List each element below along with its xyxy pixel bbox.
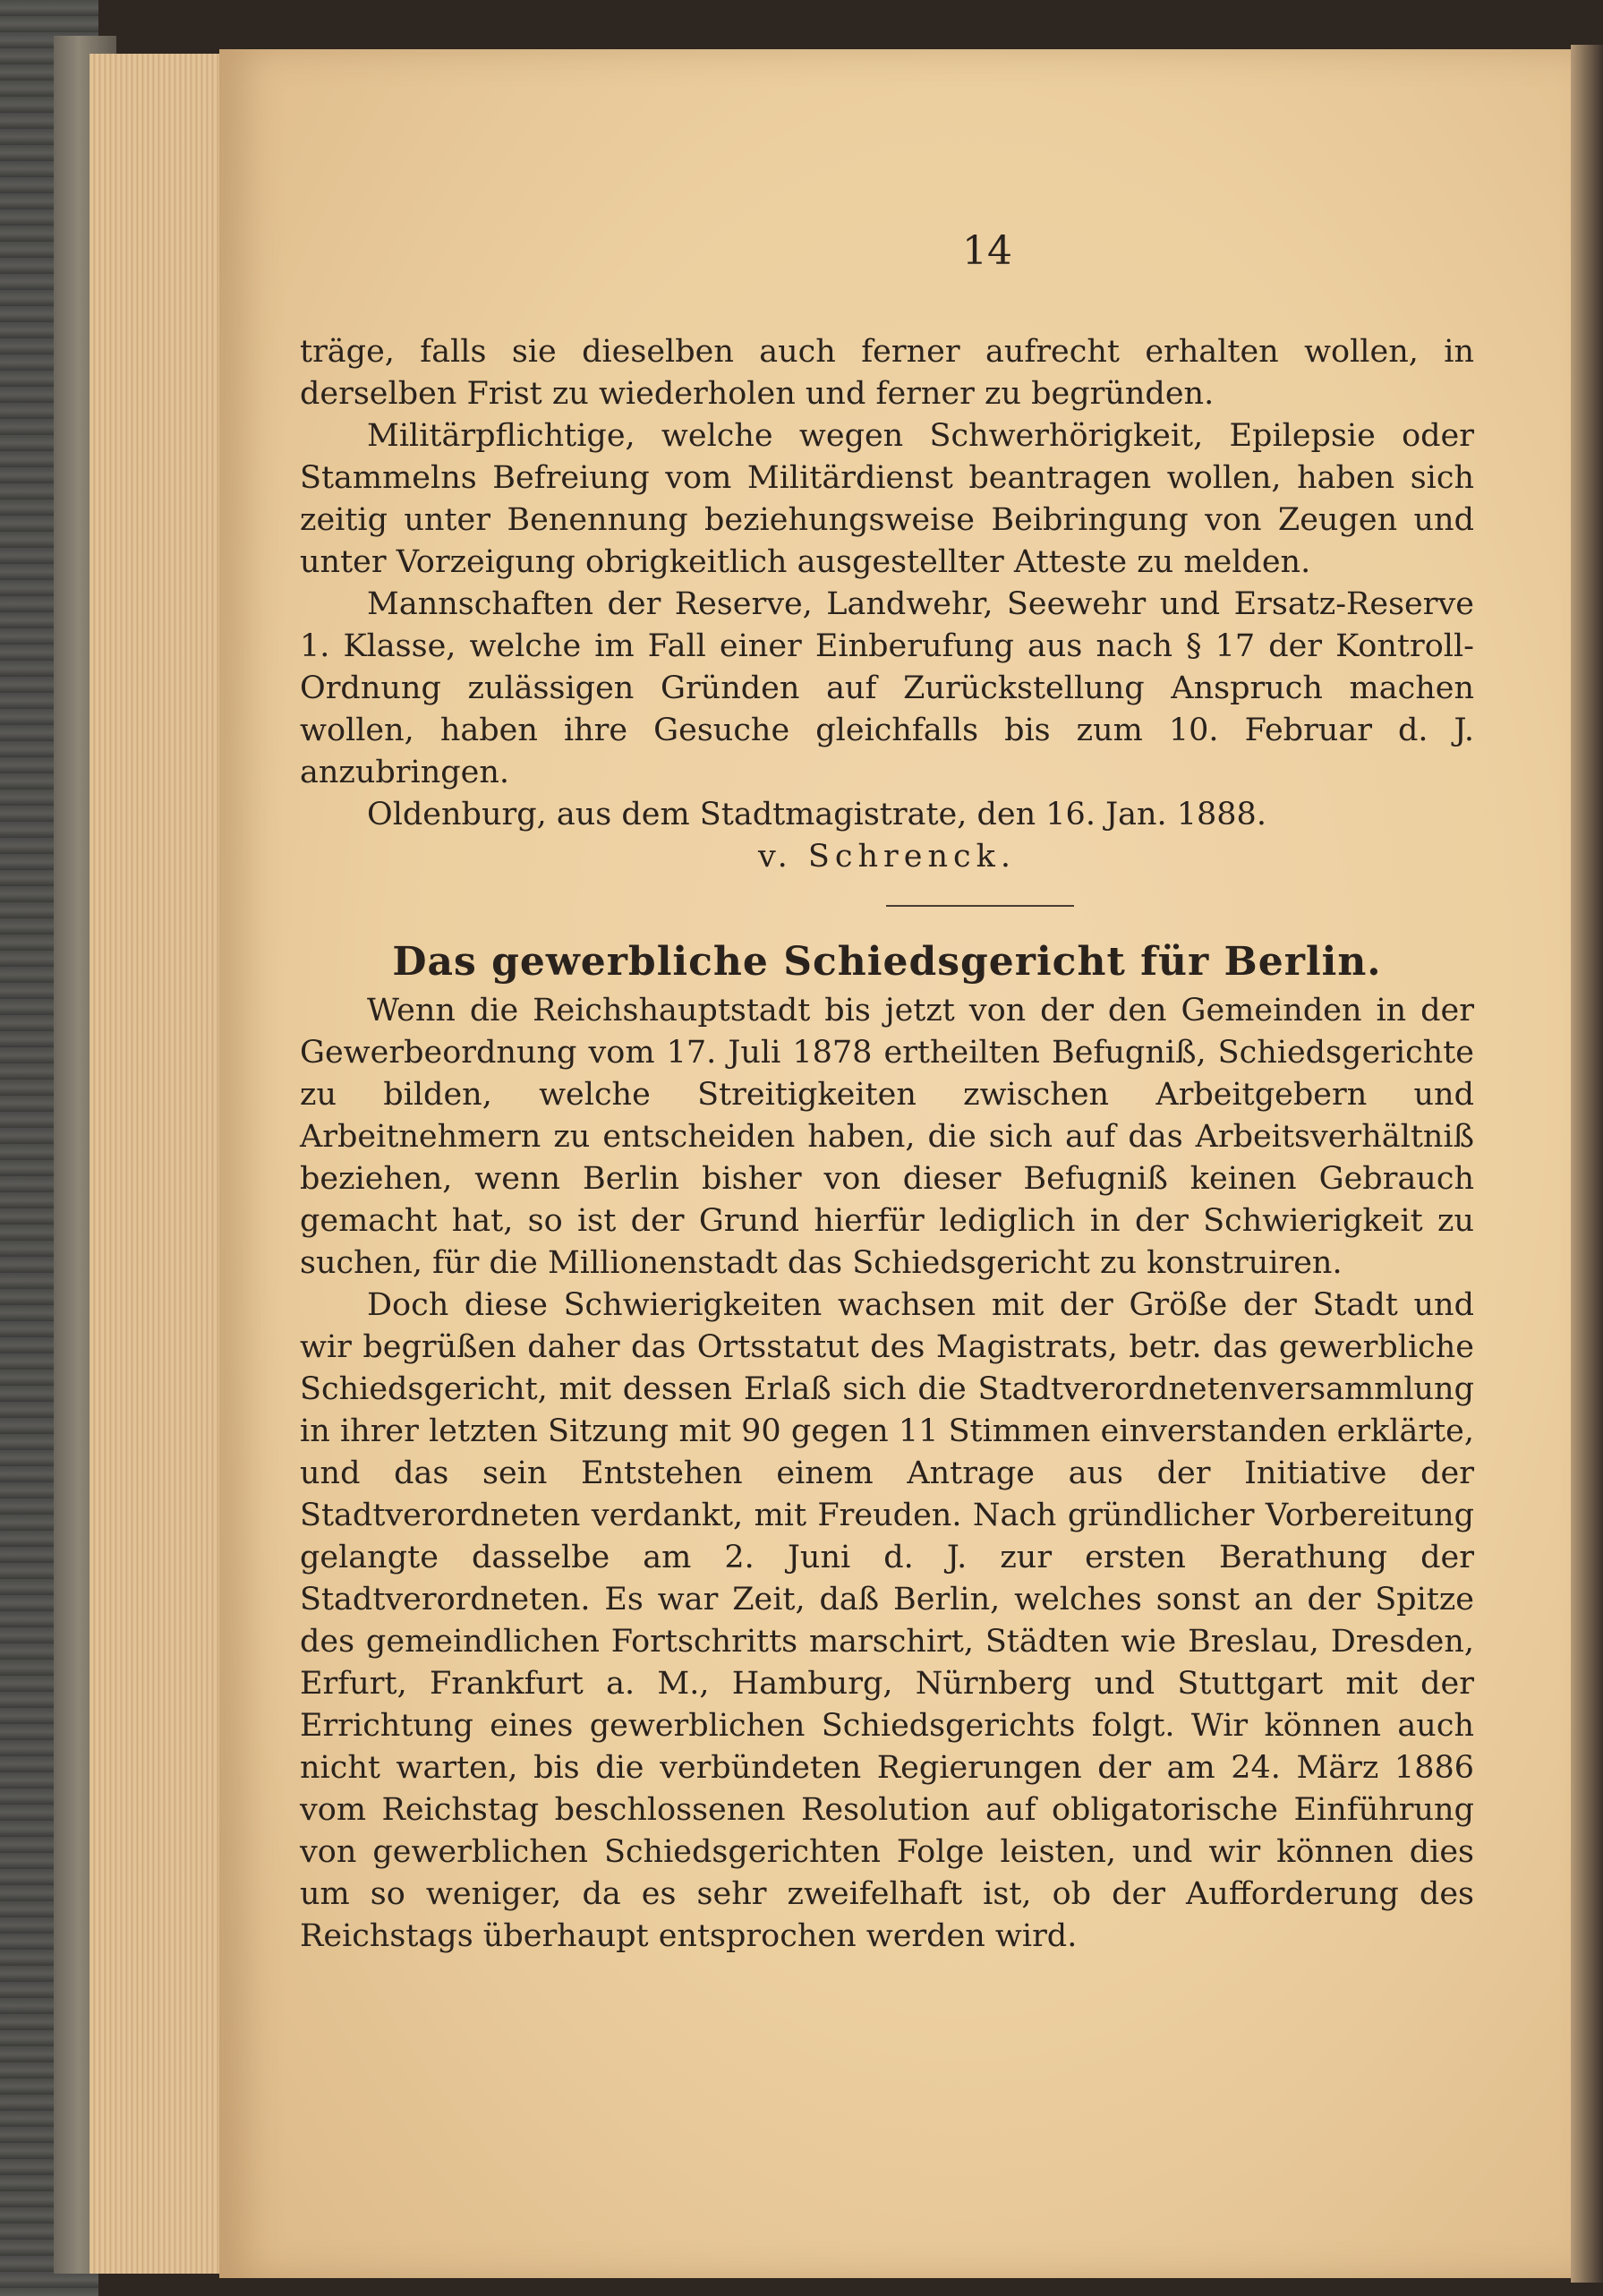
facing-page-edge xyxy=(1571,45,1603,2283)
dateline: Oldenburg, aus dem Stadtmagistrate, den 16. Jan. 1888. xyxy=(367,797,1266,832)
page-stack-edges xyxy=(90,54,233,2274)
paragraph-militaerpflichtige: Militärpflichtige, welche wegen Schwerhörigkeit, Epilepsie oder Stammelns Befreiung vom Militärdienst beantragen wollen, haben sich zeitig unter Benennung beziehungsweise Beibringung von Zeugen und unter Vorzeigung obrigkeitlich ausgestellter Atteste zu melden. xyxy=(300,418,1474,580)
paragraph-continuation: träge, falls sie dieselben auch ferner aufrecht erhalten wollen, in derselben Frist zu wiederholen und ferner zu begründen. xyxy=(300,334,1474,412)
paragraph-reichshauptstadt: Wenn die Reichshauptstadt bis jetzt von der den Gemeinden in der Gewerbeordnung vom 17. Juli 1878 ertheilten Befugniß, Schiedsgerichte zu bilden, welche Streitigkeiten zwischen Arbeitgebern und Arbeitnehmern zu entscheiden haben, die sich auf das Arbeitsverhältniß beziehen, wenn Berlin bisher von dieser Befugniß keinen Gebrauch gemacht hat, so ist der Grund hierfür lediglich in der Schwierigkeit zu suchen, für die Millionenstadt das Schiedsgericht zu konstruiren. xyxy=(300,993,1474,1281)
section-divider xyxy=(886,905,1074,907)
page-text xyxy=(300,331,1474,1958)
paragraph-schwierigkeiten: Doch diese Schwierigkeiten wachsen mit der Größe der Stadt und wir begrüßen daher das Ortsstatut des Magistrats, betr. das gewerbliche Schiedsgericht, mit dessen Erlaß sich die Stadtverordnetenversammlung in ihrer letzten Sitzung mit 90 gegen 11 Stimmen einverstanden erklärte, und das sein Entstehen einem Antrage aus der Initiative der Stadtverordneten verdankt, mit Freuden. Nach gründlicher Vorbereitung gelangte dasselbe am 2. Juni d. J. zur ersten Berathung der Stadtverordneten. Es war Zeit, daß Berlin, welches sonst an der Spitze des gemeindlichen Fortschritts marschirt, Städten wie Breslau, Dresden, Erfurt, Frankfurt a. M., Hamburg, Nürnberg und Stuttgart mit der Errichtung eines gewerblichen Schiedsgerichts folgt. Wir können auch nicht warten, bis die verbündeten Regierungen der am 24. März 1886 vom Reichstag beschlossenen Resolution auf obligatorische Einführung von gewerblichen Schiedsgerichten Folge leisten, und wir können dies um so weniger, da es sehr zweifelhaft ist, ob der Aufforderung des Reichstags überhaupt entsprochen werden wird. xyxy=(300,1287,1474,1954)
section-heading: Das gewerbliche Schiedsgericht für Berlin. xyxy=(392,939,1382,985)
paragraph-mannschaften: Mannschaften der Reserve, Landwehr, Seewehr und Ersatz-Reserve 1. Klasse, welche im Fall einer Einberufung aus nach § 17 der Kontroll-Ordnung zulässigen Gründen auf Zurückstellung Anspruch machen wollen, haben ihre Gesuche gleichfalls bis zum 10. Februar d. J. anzubringen. xyxy=(300,586,1474,790)
signature: v. Schrenck. xyxy=(758,839,1016,875)
page-number: 14 xyxy=(962,228,1012,274)
